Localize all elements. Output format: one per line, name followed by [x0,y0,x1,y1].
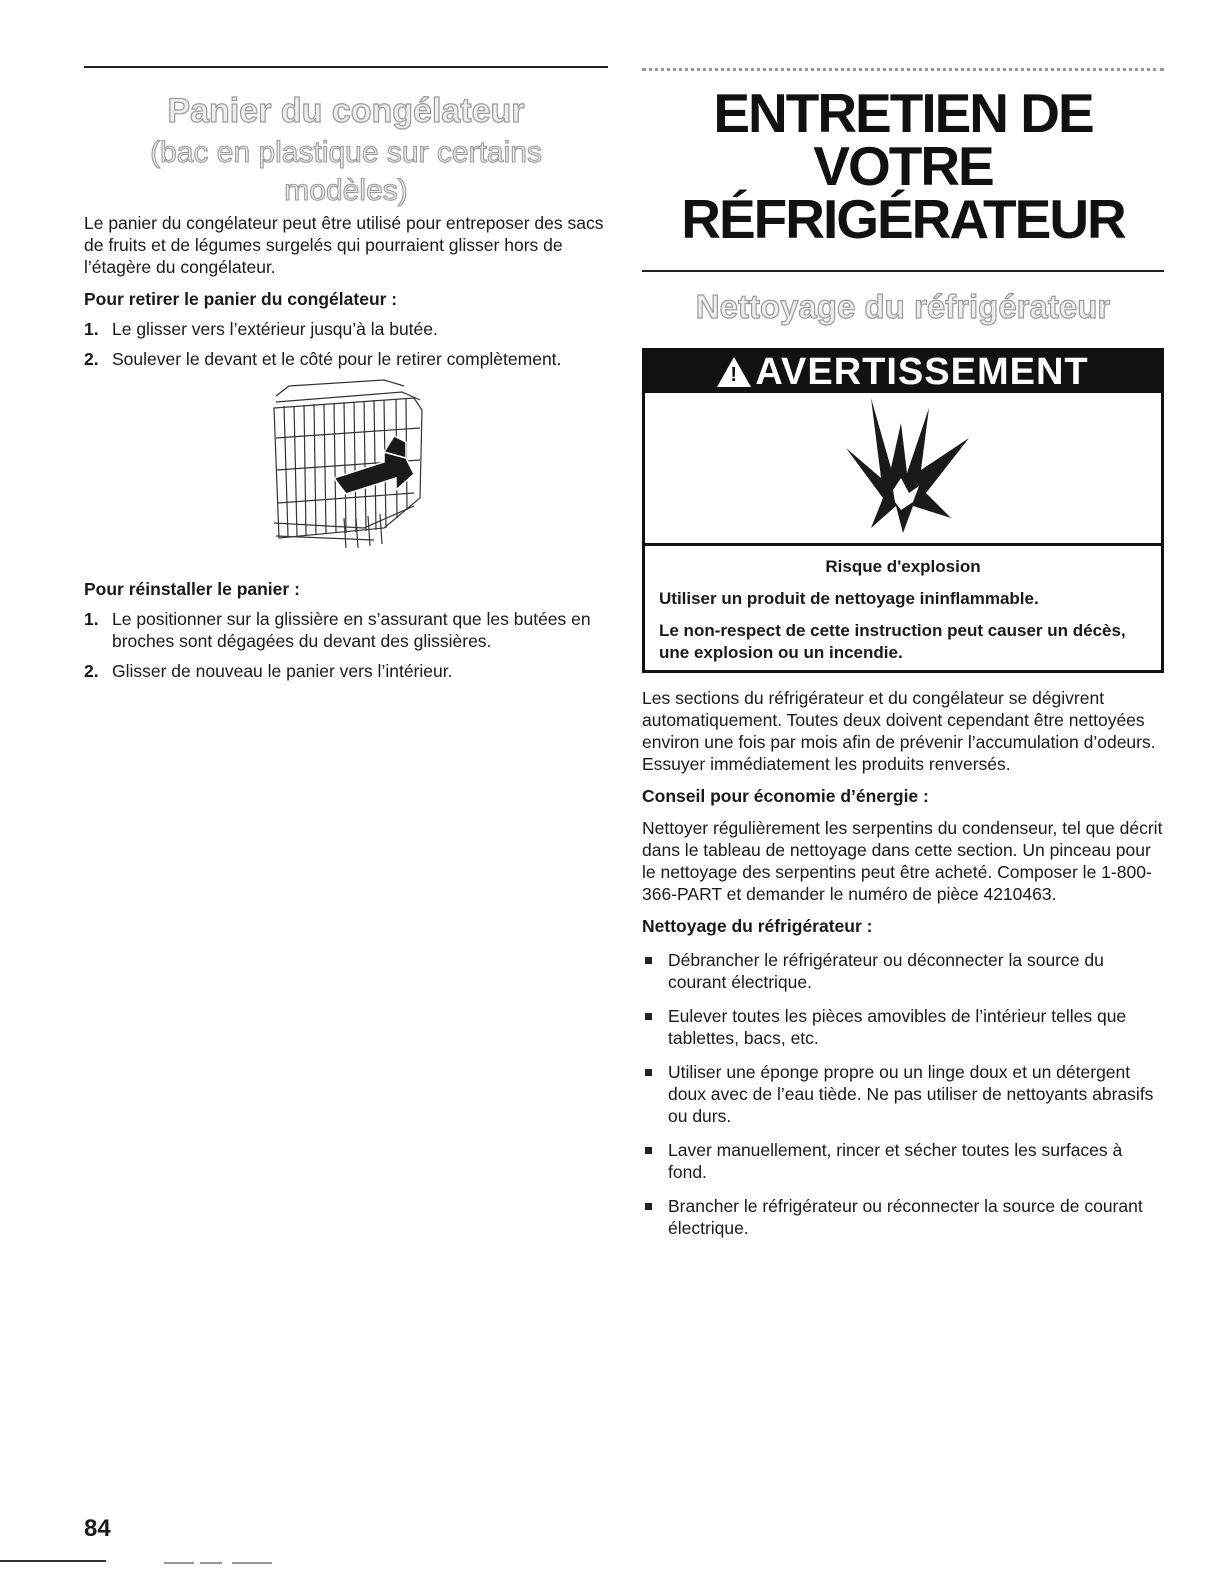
reinstall-basket-heading: Pour réinstaller le panier : [84,579,300,599]
list-item: Utiliser une éponge propre ou un linge doux et un détergent doux avec de l’eau tiède. Ne pas utiliser de nettoyants abrasifs ou durs. [642,1061,1164,1127]
footer-rule [0,1560,106,1562]
warning-consequence: Le non-respect de cette instruction peut causer un décès, une explosion ou un incendie. [659,621,1126,662]
list-item: Débrancher le réfrigérateur ou déconnecter la source du courant électrique. [642,949,1164,993]
explosion-icon-area [645,393,1161,546]
warning-text [645,546,1161,670]
section-subtitle-freezer-basket: (bac en plastique sur certains modèles) [150,136,542,207]
list-item: 1. Le positionner sur la glissière en s’assurant que les butées en broches sont dégagées du devant des glissières. [84,609,591,651]
remove-basket-heading: Pour retirer le panier du congélateur : [84,289,398,309]
footer-mark [200,1562,222,1564]
reinstall-steps-list [84,608,608,682]
warning-instruction: Utiliser un produit de nettoyage ininflammable. [659,589,1039,608]
section-title-cleaning: Nettoyage du réfrigérateur [695,288,1111,325]
remove-steps-list [84,318,608,370]
list-item: 2. Soulever le devant et le côté pour le retirer complètement. [84,349,562,369]
freezer-basket-illustration [84,378,608,568]
list-item: 1. Le glisser vers l’extérieur jusqu’à la butée. [84,319,438,339]
bullet-icon [645,1013,652,1020]
explosion-icon [841,398,971,538]
energy-tip-heading: Conseil pour économie d’énergie : [642,786,929,806]
warning-box [642,348,1164,673]
footer-mark [232,1562,272,1564]
section-title-freezer-basket: Panier du congélateur [167,92,525,130]
cleaning-intro: Les sections du réfrigérateur et du congélateur se dégivrent automatiquement. Toutes deux doivent cependant être nettoyées environ une fois par mois afin de prévenir l’accumulation d’odeurs. Essuyer immédiatement les produits renversés. [642,688,1156,774]
list-item: Eulever toutes les pièces amovibles de l’intérieur telles que tablettes, bacs, etc. [642,1005,1164,1049]
warning-banner: ! AVERTISSEMENT [645,351,1161,393]
freezer-basket-intro: Le panier du congélateur peut être utilisé pour entreposer des sacs de fruits et de légumes surgelés qui pourraient glisser hors de l’étagère du congélateur. [84,213,604,277]
list-item: Laver manuellement, rincer et sécher toutes les surfaces à fond. [642,1139,1164,1183]
cleaning-list [642,949,1164,1239]
bullet-icon [645,957,652,964]
bullet-icon [645,1203,652,1210]
right-column [642,60,1164,1239]
footer-mark [164,1562,194,1564]
list-item: Brancher le réfrigérateur ou réconnecter la source de courant électrique. [642,1195,1164,1239]
chapter-title: ENTRETIEN DE VOTRE RÉFRIGÉRATEUR [681,82,1125,250]
warning-risk: Risque d'explosion [825,557,981,576]
warning-triangle-icon: ! [717,357,751,387]
energy-tip-text: Nettoyer régulièrement les serpentins du condenseur, tel que décrit dans le tableau de nettoyage dans cette section. Un pinceau pour le nettoyage des serpentins peut être acheté. Composer le 1-800-366-PART et demander le numéro de pièce 4210463. [642,818,1163,904]
page-number: 84 [84,1515,111,1542]
list-item: 2. Glisser de nouveau le panier vers l’intérieur. [84,661,453,681]
bullet-icon [645,1147,652,1154]
cleaning-heading: Nettoyage du réfrigérateur : [642,916,873,936]
bullet-icon [645,1069,652,1076]
left-column [84,60,608,682]
